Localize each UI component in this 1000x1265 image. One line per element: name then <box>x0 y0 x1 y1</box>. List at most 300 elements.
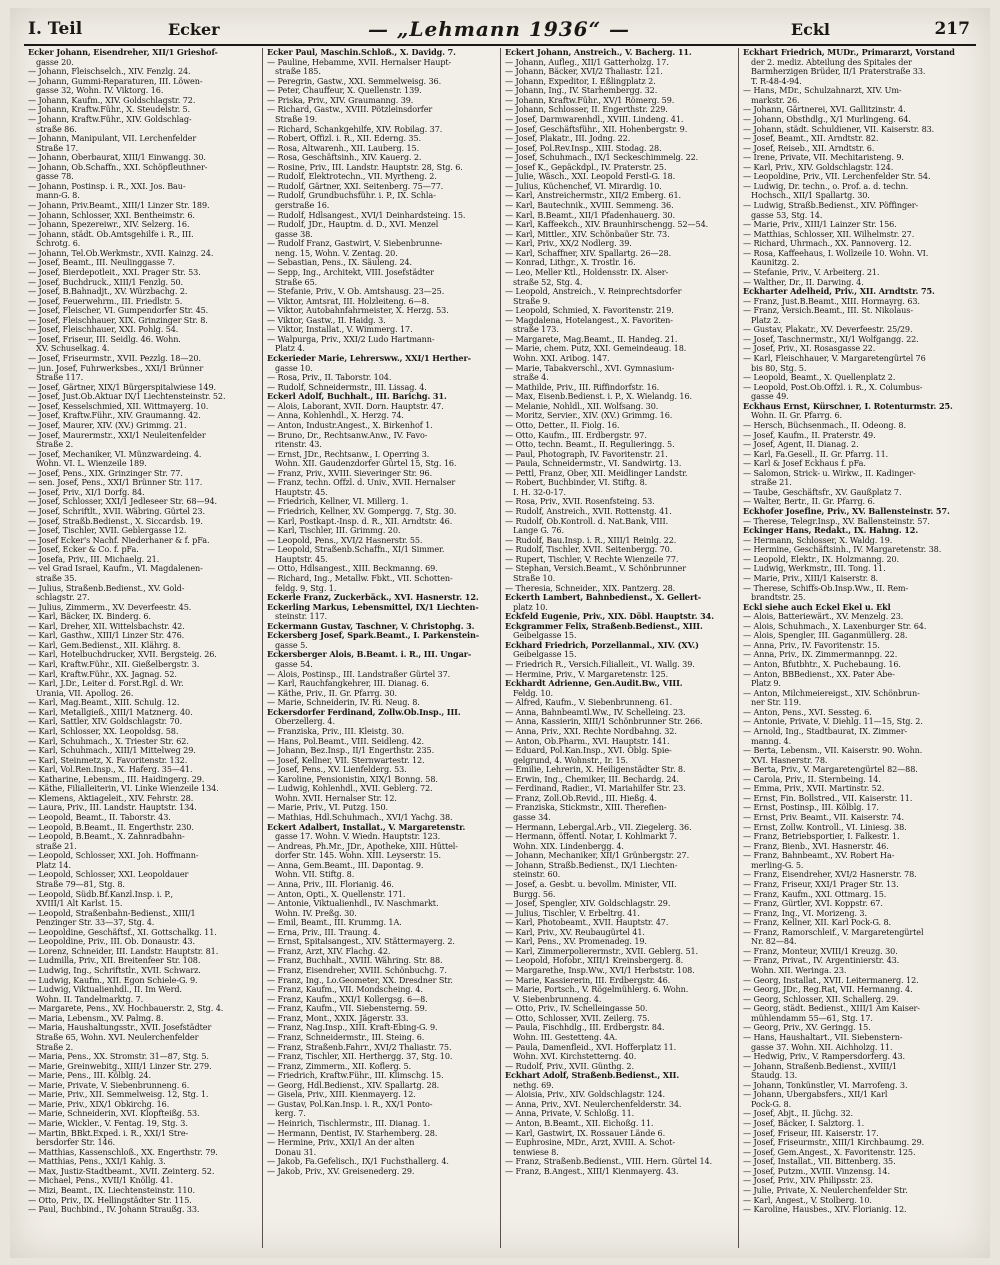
entry-continuation: Lange G. 76. <box>513 526 564 536</box>
directory-entry: — Alois, Postinsp., III. Landstraßer Gürtel 37. <box>267 669 451 679</box>
entry-continuation: Straße 117. <box>36 373 84 383</box>
directory-entry: — Marie, Priv., XIII/1 Lainzer Str. 156. <box>743 220 897 230</box>
directory-entry: — Johann, Kraftw.Führ., XIV. Goldschlag- <box>28 114 192 124</box>
directory-entry: — Josef, Friseur, III. Seidlg. 46. Wohn. <box>28 334 181 344</box>
directory-entry: — Leopold, Beamt., II. Taborstr. 43. <box>28 813 171 822</box>
entry-continuation: straße 173. <box>513 325 559 335</box>
directory-entry: — Ferdinand, Radier., VI. Mariahilfer Str. 23. <box>505 784 686 794</box>
directory-entry: — Johann, Fleischselch., XIV. Fenzlg. 24. <box>28 67 191 77</box>
directory-entry: — Ludwig, Ing., Schriftstlr., XVII. Schwarz. <box>28 966 201 975</box>
directory-entry: — Marie, Tabakverschl., XVI. Gymnasium- <box>505 363 675 373</box>
directory-entry: — Hans, Haushaltart., VII. Siebenstern- <box>743 1032 903 1042</box>
directory-entry: — Josef, Beamt., XII. Arndtstr. 82. <box>743 134 879 144</box>
entry-continuation: Straße 65, Wohn. XVI. Neulerchenfelder <box>36 1032 199 1042</box>
directory-entry: — Marie, Kassiererin, III. Erdbergstr. 46. <box>505 975 671 985</box>
directory-entry: — Anton, Milchmeiereigst., XIV. Schönbrun- <box>743 688 920 698</box>
directory-entry: — Franz, Betriebsportier, I. Falkestr. 1. <box>743 832 900 842</box>
directory-entry: — Anna, Bahnbeamtl.Ww., IV. Schelleing. 23. <box>505 707 686 717</box>
directory-entry: — Ernst, Fin. Bollstred., VII. Kaiserstr. 11. <box>743 793 913 803</box>
directory-entry: — Karl, Angest., V. Stolberg. 10. <box>743 1195 872 1205</box>
entry-continuation: tenwiese 8. <box>513 1147 559 1157</box>
directory-entry: — Leopold, B.Beamt., X. Zahnradbahn- <box>28 832 185 842</box>
directory-entry: — Josef, Reiseb., XII. Arndtstr. 6. <box>743 143 875 153</box>
directory-entry: — Julius, Zimmerm., XV. Deverfeestr. 45. <box>28 602 192 612</box>
directory-entry: — Mathilde, Priv., III. Riffindorfstr. 16. <box>505 382 660 392</box>
entry-continuation: nethg. 69. <box>513 1080 554 1090</box>
directory-entry: — Josef, Fleischer, VI. Gumpendorfer Str. 45. <box>28 306 209 316</box>
directory-entry: — Johann, Bäcker, XVI/2 Thaliastr. 121. <box>505 67 663 77</box>
directory-entry: — Karl, Anstreichermstr., XII/2 Emberg. 61. <box>505 191 681 201</box>
directory-entry: — Julie, Private, X. Neulerchenfelder Str. <box>743 1185 908 1195</box>
directory-entry: — Anna, Priv., IV. Favoritenstr. 15. <box>743 640 880 650</box>
entry-continuation: bis 80, Stg. 5. <box>751 363 807 373</box>
directory-entry: — Karl, Bäcker, IX. Binderg. 6. <box>28 612 151 622</box>
entry-continuation: gelgrund, 4. Wohnstr., Ir. 15. <box>513 755 629 765</box>
directory-entry: — Karl, Tischler, III. Grimmg. 20. <box>267 526 401 536</box>
entry-continuation: Platz 9. <box>751 679 781 689</box>
directory-entry: Eckharter Adelheid, Priv., XII. Arndtstr. 75. <box>743 287 935 297</box>
directory-entry: — Alois, Laborant, XVII. Dorn. Hauptstr. 47. <box>267 401 444 411</box>
directory-entry: — Georg, Hdl.Bedienst., XIV. Spallartg. 28. <box>267 1080 440 1090</box>
entry-continuation: mann-G. 8. <box>36 191 80 201</box>
entry-continuation: bersdorfer Str. 146. <box>36 1138 116 1148</box>
directory-entry: — Paul, Buchbind., IV. Johann Straußg. 33. <box>28 1205 200 1215</box>
page-number: 217 <box>934 19 970 39</box>
directory-entry: — Franz, Kaufm., VII. Siebensterng. 59. <box>267 1004 428 1014</box>
directory-entry: — Robert, Buchbinder, VI. Stiftg. 8. <box>505 478 648 488</box>
directory-entry: — Rudolf Franz, Gastwirt, V. Siebenbrunne- <box>267 239 443 249</box>
directory-entry: — Johann, Kraftw.Führ., X. Steudelstr. 5. <box>28 105 191 115</box>
directory-entry: — Josef, Schuhmach., IX/1 Seckeschimmelg. 22. <box>505 153 699 163</box>
directory-entry: — Josef, Gärtner, XIX/1 Bürgerspitalwiese 149. <box>28 382 216 392</box>
directory-entry: — Jakob, Priv., XV. Greisenederg. 29. <box>267 1166 415 1176</box>
directory-entry: — Gustav, Plakatr., XV. Deverfeestr. 25/29. <box>743 325 913 335</box>
directory-entry: — Johann, Ob.Schaffn., XXI. Schöpfleuthner- <box>28 162 208 172</box>
directory-entry: — Karl, Metallgieß., XIII/1 Matznerg. 40. <box>28 707 193 717</box>
directory-entry: — Franz, Bahnbeamt., XV. Robert Ha- <box>743 851 895 861</box>
directory-entry: — Viktor, Installat., V. Wimmerg. 17. <box>267 325 413 335</box>
entry-continuation: brandtstr. 25. <box>751 593 806 603</box>
directory-entry: — Hermann, Lebergal.Arb., VII. Ziegelerg. 36. <box>505 822 692 832</box>
directory-entry: Ecker Paul, Maschin.Schloß., X. Davidg. 7. <box>267 48 456 57</box>
directory-entry: — Pettl, Franz, Ober, XII. Meidlinger Landstr. <box>505 468 688 478</box>
directory-entry: — Franz, Just.B.Beamt., XIII. Hormayrg. 63. <box>743 296 920 306</box>
directory-entry: — Rosa, Kaffeehaus, I. Wollzeile 10. Wohn. VI. <box>743 248 929 258</box>
entry-continuation: gasse 37. Wohn. XII. Aichholzg. 11. <box>751 1042 893 1052</box>
directory-entry: — Karl, Schlosser, XX. Leopoldsg. 58. <box>28 726 179 736</box>
entry-continuation: Wohn. VI. L. Wienzeile 189. <box>36 459 147 469</box>
directory-entry: — Johann, Kaufm., XIV. Goldschlagstr. 72. <box>28 95 196 105</box>
directory-entry: Eckhart Friedrich, MUDr., Primararzt, Vorstand <box>743 48 955 57</box>
directory-entry: — Johann, Schlosser, XXI. Bentheimstr. 6. <box>28 210 195 220</box>
directory-entry: — Taube, Geschäftsfr., XV. Gaußplatz 7. <box>743 487 902 497</box>
directory-entry: — Therese, Schiffs-Ob.Insp.Ww., II. Rem- <box>743 583 909 593</box>
directory-entry: — Leopold, Hofobr., XIII/1 Kreinsbergerg. 8. <box>505 956 684 966</box>
directory-entry: — Otto, techn. Beamt., II. Regulieringg. 5. <box>505 440 675 450</box>
entry-continuation: gasse 53, Stg. 14. <box>751 210 823 220</box>
directory-entry: — Josef, Pens., XV. Lienfelderg. 53. <box>267 765 407 775</box>
directory-entry: Eckersdorfer Ferdinand, Zollw.Ob.Insp., III. <box>267 707 461 717</box>
directory-entry: — Rosa, Altwarenh., XII. Lauberg. 15. <box>267 143 420 153</box>
directory-entry: — Franz, Zoll.Ob.Revid., III. Hießg. 4. <box>505 793 657 803</box>
directory-entry: — Franziska, Stickmstr., XIII. Therefien- <box>505 803 667 813</box>
directory-entry: — Johann, Kraftw.Führ., XV/1 Römerg. 59. <box>505 95 675 105</box>
directory-entry: — Julius, Straßenb.Bedienst., XV. Gold- <box>28 583 185 593</box>
directory-entry: — Johann, Straßb.Bedienst., IX/1 Liechten- <box>505 860 678 870</box>
directory-entry: — Johann, Übergabsfers., XII/1 Karl <box>743 1090 888 1100</box>
directory-entry: — Josef, Bäcker, I. Salztorg. 1. <box>743 1119 865 1128</box>
entry-continuation: manng. 4. <box>751 736 792 746</box>
directory-entry: — Magdalena, Hotelangest., X. Favoriten- <box>505 315 673 325</box>
directory-entry: — Hans, MDr., Schulzahnarzt, XIV. Um- <box>743 86 902 96</box>
directory-entry: — Marie, chem. Putz, XXI. Gemeindeaug. 18. <box>505 344 687 354</box>
directory-entry: — Franz, Ramorschleif., V. Margaretengürtel <box>743 927 924 937</box>
directory-entry: — Leopold, Post.Ob.Offzl. i. R., X. Columbus- <box>743 382 923 392</box>
directory-entry: — Marie, Schneiderin, IV. Ri. Neug. 8. <box>267 698 420 708</box>
directory-entry: Eckersberger Alois, B.Beamt. i. R., III. Ungar- <box>267 650 472 660</box>
directory-entry: — Karl, Mag.Beamt., XIII. Schulg. 12. <box>28 698 180 708</box>
directory-entry: — Franziska, Priv., III. Kleistg. 30. <box>267 726 404 736</box>
directory-entry: — Josef, Kaufm., II. Praterstr. 49. <box>743 430 876 440</box>
directory-entry: — Margarete, Pens., XV. Hochbauerstr. 2, Stg. 4. <box>28 1004 224 1014</box>
directory-entry: — Ernst, JDr., Rechtsanw., I. Operring 3. <box>267 449 430 459</box>
directory-entry: — Laura, Priv., III. Landstr. Hauptstr. 134. <box>28 803 197 813</box>
directory-entry: — Walpurga, Priv., XXI/2 Ludo Hartmann- <box>267 334 435 344</box>
entry-continuation: Wohn. XII. Weringa. 23. <box>751 966 847 975</box>
directory-entry: — Franz, Zimmerm., XII. Koflerg. 5. <box>267 1061 412 1071</box>
directory-entry: — Hersch, Büchsenmach., II. Odeong. 8. <box>743 420 906 430</box>
entry-continuation: gasse 5. <box>275 640 308 650</box>
directory-entry: — Anton, Bfutbhtr., X. Puchebaung. 16. <box>743 660 901 669</box>
directory-entry: — Ludwig, Dr. techn., o. Prof. a. d. techn. <box>743 181 909 191</box>
directory-entry: — Franz, Straßenb.Bedienst., VIII. Hern. Gürtel 14. <box>505 1157 713 1167</box>
directory-entry: Ecker Johann, Eisendreher, XII/1 Grieshof- <box>28 48 218 57</box>
right-guide-word: Eckl <box>790 19 830 39</box>
directory-entry: — Karl, Mittler., XIV. Schönbaüer Str. 73. <box>505 229 670 239</box>
directory-entry: — Martin, BBkt.Exped. i. R., XXI/1 Stre- <box>28 1128 189 1138</box>
entry-continuation: gasse 32, Wohn. IV. Viktorg. 16. <box>36 86 164 96</box>
directory-entry: — Maria, Haushaltungsstr., XVII. Josefstädter <box>28 1023 212 1033</box>
directory-entry: — Josef, Beamt., III. Neulinggasse 7. <box>28 258 175 268</box>
directory-entry: — Rosa, Priv., II. Taborstr. 104. <box>267 373 392 383</box>
directory-entry: — Robert, Offizl. i. R., XII. Ederng. 35. <box>267 134 421 144</box>
directory-entry: — Aloisia, Priv., XIV. Goldschlagstr. 124. <box>505 1090 665 1100</box>
directory-entry: — Josef, Straßb.Bedienst., X. Siccardsb. 19. <box>28 516 203 526</box>
directory-entry: — Rudolf, Ob.Kontroll. d. Nat.Bank, VIII. <box>505 516 669 526</box>
directory-entry: — Eduard, Pol.Kan.Insp., XVI. Oblg. Spie- <box>505 746 672 756</box>
directory-entry: — Leopoldine, Geschäftsf., XI. Gottschalkg. 11. <box>28 927 217 937</box>
directory-entry: — Rudolf, Priv., XVII. Günthg. 2. <box>505 1061 634 1071</box>
directory-entry: — Leo, Meller Ktl., Holdensstr. IX. Alser- <box>505 267 669 277</box>
entry-continuation: gasse 17. Wohn. V. Wiedn. Hauptstr. 123. <box>275 832 441 842</box>
directory-entry: — Johann, Aufleg., XII/1 Gatterholzg. 17. <box>505 57 669 67</box>
entry-continuation: T. R-48-4-94. <box>751 76 802 86</box>
directory-entry: — Johann, Oberbaurat, XIII/1 Einwangg. 30. <box>28 153 206 163</box>
directory-entry: — Johann, Bez.Insp., II/1 Engerthstr. 235. <box>267 746 435 756</box>
directory-entry: — Johann, Spezereiwr., XIV. Selzerg. 16. <box>28 220 190 230</box>
directory-entry: — Anna, Kassierin, XIII/1 Schönbrunner Str. 266. <box>505 717 703 727</box>
entry-continuation: dorfer Str. 145. Wohn. XIII. Leyserstr. 15. <box>275 851 442 861</box>
directory-entry: — Anton, B.Beamt., XII. Eichoßg. 11. <box>505 1119 654 1128</box>
entry-continuation: gasse 34. <box>513 813 551 822</box>
directory-entry: — Josef K., Gepäckdpl., IV. Praterstr. 25. <box>505 162 667 172</box>
directory-entry: — Rudolf, Elektrotechn., VII. Myrtheng. 2. <box>267 172 437 182</box>
directory-entry: — Euphrosine, MDr., Arzt, XVIII. A. Schot- <box>505 1138 675 1148</box>
directory-entry: — Julie, Wäsch., XXI. Leopold Ferstl-G. 18. <box>505 172 676 182</box>
directory-entry: — Käthe, Filialleiterin, VI. Linke Wienzeile 134. <box>28 784 219 794</box>
entry-continuation: V. Siebenbrunneng. 4. <box>513 994 602 1004</box>
directory-entry: — Josef, Pol.Rev.Insp., XIII. Stodag. 28. <box>505 143 662 153</box>
directory-entry: — Antonie, Private, V. Diehlg. 11—15, Stg. 2. <box>743 717 923 727</box>
directory-entry: — Paula, Schneidermstr., VI. Sandwirtg. 13. <box>505 459 682 469</box>
directory-entry: — Otto, Detter., II. Fiolg. 16. <box>505 420 620 430</box>
directory-entry: — Leopold, Schmied, X. Favoritenstr. 219. <box>505 306 674 316</box>
directory-entry: — Anna, Priv., XXI. Rechte Nordbahng. 32. <box>505 726 677 736</box>
directory-entry: — Friedrich, Kellner, XV. Gompergg. 7, Stg. 30. <box>267 507 457 516</box>
entry-continuation: Hochsch., XII/1 Spallartg. 30. <box>751 191 870 201</box>
entry-continuation: straße 86. <box>36 124 77 134</box>
entry-continuation: Straße 10. <box>513 573 556 583</box>
directory-entry: — Anna, Priv., XVI. Neulerchenfelderstr. 34. <box>505 1099 682 1109</box>
directory-entry: — Josefa, Priv., III. Michaelg. 21. <box>28 554 160 564</box>
directory-entry: — Josef, Buchdruck., XIII/1 Fenzlg. 50. <box>28 277 184 287</box>
directory-entry: — Carola, Priv., II. Sternbeing. 14. <box>743 774 881 784</box>
column-4 <box>738 48 976 1248</box>
entry-continuation: straße 4. <box>513 373 549 383</box>
directory-entry: — Josef, Friseurmstr., XVII. Pezzlg. 18—20. <box>28 354 201 363</box>
entry-continuation: Platz 4. <box>275 344 305 354</box>
directory-entry: — Georg, Schlosser, XII. Schallerg. 29. <box>743 994 899 1004</box>
directory-entry: — Johann, Priv.Beamt., XIII/1 Linzer Str. 189. <box>28 201 210 210</box>
directory-entry: — Rudolf, Tischler, XVII. Seitenbergg. 70. <box>505 545 673 555</box>
directory-entry: — Erna, Priv., III. Traung. 4. <box>267 927 381 937</box>
directory-entry: — Johann, städt. Schuldiener, VII. Kaiserstr. 83. <box>743 124 935 134</box>
directory-entry: — Marie, Portsch., V. Rögelmühlerg. 6. Wohn. <box>505 985 689 995</box>
directory-entry: — Ludwig, Werkmstr., III. Tong. 11. <box>743 564 886 574</box>
directory-entry: — Josef, Agent, II. Dianag. 2. <box>743 440 859 450</box>
directory-entry: Eckhard Friedrich, Porzellanmal., XIV. (XV.) <box>505 640 699 650</box>
directory-entry: — Max, Eisenb.Bedienst. i. P., X. Wielandg. 16. <box>505 392 692 402</box>
directory-entry: — Karl, Sattler, XIV. Goldschlagstr. 70. <box>28 717 183 727</box>
directory-entry: — Marie, Schneiderin, XVI. Klopfteißg. 53. <box>28 1109 200 1119</box>
column-1 <box>24 48 262 1248</box>
directory-entry: — Katharine, Lebensm., III. Haidingerg. 29. <box>28 774 205 784</box>
directory-entry: — Franz, Versich.Beamt., III. St. Nikolaus- <box>743 306 913 316</box>
entry-continuation: XVIII/1 Alt Karlst. 15. <box>36 899 123 909</box>
directory-entry: — Josef, Pens., XIX. Grinzinger Str. 77. <box>28 468 183 478</box>
directory-entry: — Johann, Straßenb.Bedienst., XVIII/1 <box>743 1061 898 1071</box>
directory-entry: — Karl, Pens., XV. Promenadeg. 19. <box>505 937 647 947</box>
directory-entry: — Anton, Pens., XVI. Sessteg. 6. <box>743 707 872 717</box>
directory-entry: — Franz, Gürtler, XVI. Koppstr. 67. <box>743 899 883 909</box>
directory-entry: — Karl, Priv., XIV. Goldschlagstr. 124. <box>743 162 894 172</box>
entry-continuation: mühlendamm 55—61, Stg. 17. <box>751 1013 873 1023</box>
directory-entry: — Michael, Pens., XVII/1 Knöllg. 41. <box>28 1176 173 1186</box>
directory-entry: Eckerling Markus, Lebensmittel, IX/1 Liechten- <box>267 602 479 612</box>
entry-continuation: gerstraße 16. <box>275 201 330 210</box>
directory-entry: — Mathias, Hdl.Schuhmach., XVI/1 Yachg. 38. <box>267 813 453 822</box>
directory-entry: — Karl, Schaffner, XIV. Spallartg. 26—28. <box>505 248 672 258</box>
entry-continuation: straße 21. <box>36 841 77 851</box>
entry-continuation: Wohn. II. Gr. Pfarrg. 6. <box>751 411 842 421</box>
directory-entry: — Stephan, Versich.Beamt., V. Schönbrunner <box>505 564 686 574</box>
entry-continuation: straße 21. <box>751 478 792 488</box>
directory-entry: — Josef, Tischler, XVII. Geblergasse 12. <box>28 526 187 536</box>
directory-entry: — Karl, Rauchfangkehrer, III. Dianag. 6. <box>267 679 429 689</box>
directory-entry: — Walter, Bertr., II. Gr. Pfarrg. 6. <box>743 497 876 507</box>
entry-continuation: Donau 31. <box>275 1147 317 1157</box>
directory-entry: — Anna, Gem.Beamt., III. Dapontag. 9. <box>267 860 424 870</box>
entry-continuation: Penzinger Str. 33—37, Stg. 4. <box>36 918 155 928</box>
directory-entry: — Josef, Plakatr., III. Jodng. 22. <box>505 134 631 144</box>
entry-continuation: Hauptstr. 45. <box>275 487 328 497</box>
directory-entry: — Marie, Pens., III. Kölblg. 24. <box>28 1071 151 1081</box>
directory-entry: — Josef, Priv., XIV. Philipsstr. 23. <box>743 1176 873 1186</box>
directory-entry: — Karl, Kraftw.Führ., XII. Gießelbergstr. 3. <box>28 660 200 669</box>
directory-entry: — Margarete, Mag.Beamt., II. Handeg. 21. <box>505 334 678 344</box>
directory-entry: — Peter, Chauffeur, X. Quellenstr. 139. <box>267 86 422 96</box>
directory-entry: — Rosa, Priv., XVII. Rosenfsteing. 53. <box>505 497 655 507</box>
directory-entry: — Marie, Priv., XIX/1 Obkirchg. 16. <box>28 1099 170 1109</box>
directory-entry: — Leopold, Straßenbahn-Bedienst., XIII/1 <box>28 908 196 918</box>
directory-entry: — Gustav, Pol.Kan.Insp. i. R., XX/1 Ponto- <box>267 1099 433 1109</box>
directory-entry: — Ludwig, Viktualienhdl., II. Im Werd. <box>28 985 182 995</box>
directory-entry: — Leopoldine, Priv., VII. Lerchenfelder Str. 54. <box>743 172 931 182</box>
directory-entry: — Matthias, Schlosser, XII. Wilhelmstr. 27. <box>743 229 915 239</box>
directory-entry: — Paul, Photograph, IV. Favoritenstr. 21. <box>505 449 668 459</box>
entry-continuation: Wohn. XVI. Kirchstetterng. 40. <box>513 1052 637 1062</box>
entry-continuation: Platz 14. <box>36 860 71 870</box>
directory-entry: Eckert Adalbert, Installat., V. Margaretenstr. <box>267 822 466 832</box>
directory-entry: — Hermann, öffentl. Notar, I. Kohlmarkt 7. <box>505 832 677 842</box>
directory-entry: — Karl, Postkapt.-Insp. d. R., XII. Arndtstr. 46. <box>267 516 453 526</box>
directory-entry: — Marie, Wickler., V. Fentag. 19, Stg. 3. <box>28 1119 188 1128</box>
directory-entry: Eckgrammer Felix, Straßenb.Bedienst., XIII. <box>505 621 703 631</box>
directory-entry: — Rudolf, Hdlsangest., XVI/1 Deinhardsteing. 15. <box>267 210 466 220</box>
directory-entry: — Josef, Spengler, XIV. Goldschlagstr. 29. <box>505 899 671 909</box>
directory-entry: — Josef, Fleischhauer, XXI. Pohlg. 54. <box>28 325 179 335</box>
entry-continuation: Straße 2. <box>36 440 74 450</box>
directory-entry: — Johann, Manipulant, VII. Lerchenfelder <box>28 134 197 144</box>
directory-entry: — Hermine, Geschäftsinh., IV. Margaretenstr. 38. <box>743 545 942 555</box>
directory-entry: Eckermann Gustav, Taschner, V. Christophg. 3. <box>267 621 475 631</box>
header-rule <box>24 44 976 46</box>
directory-entry: — Otto, Hdlsangest., XIII. Beckmanng. 69. <box>267 564 438 574</box>
page-header <box>28 16 970 42</box>
directory-entry: — Richard, Uhrmach., XX. Pannoverg. 12. <box>743 239 912 249</box>
directory-entry: — Julius, Küchenchef, VI. Mirardig. 10. <box>505 181 662 191</box>
entry-continuation: XVI. Hasnerstr. 78. <box>751 755 828 765</box>
directory-entry: — Johann, Obsthdlg., X/1 Murlingeng. 64. <box>743 114 911 124</box>
directory-entry: — Josef, Maurermstr., XXI/1 Neuleitenfelder <box>28 430 206 440</box>
entry-continuation: Feldg. 10. <box>513 688 553 698</box>
directory-entry: Eckinger Hans, Redakt., IX. Hahng. 12. <box>743 526 919 536</box>
entry-continuation: Oberzellerg. 4. <box>275 717 335 727</box>
running-title: — „Lehmann 1936“ — <box>367 17 631 41</box>
directory-entry: Eckert Johann, Anstreich., V. Bacherg. 11. <box>505 48 692 57</box>
directory-entry: — jun. Josef, Fuhrwerksbes., XXI/1 Brünner <box>28 363 204 373</box>
entry-continuation: merling-G. 5. <box>751 860 804 870</box>
directory-entry: — Josef, Friseur, III. Kaiserstr. 17. <box>743 1128 879 1138</box>
directory-entry: — Andreas, Ph.Mr., JDr., Apotheke, XIII. Hüttel- <box>267 841 458 851</box>
directory-entry: — Josef, Schriftlt., XVII. Wäbring. Gürtel 23. <box>28 507 205 516</box>
left-guide-word: Ecker <box>167 19 220 39</box>
directory-entry: — Josef, Priv., XI/1 Dorfg. 84. <box>28 487 145 497</box>
entry-continuation: gasse 20. <box>36 57 74 67</box>
directory-entry: — Priska, Priv., XIV. Graumanng. 39. <box>267 95 414 105</box>
entry-continuation: I. H. 32-0-17. <box>513 487 566 497</box>
directory-entry: — Karl, Kraftw.Führ., XX. Jagnag. 52. <box>28 669 177 679</box>
directory-entry: — Johann, Schlosser, II. Engerthstr. 229. <box>505 105 668 115</box>
directory-entry: — Anna, Kohlenhdl., X. Herzg. 74. <box>267 411 404 421</box>
directory-entry: — Maria, Pens., XX. Stromstr. 31—87, Stg. 5. <box>28 1052 209 1062</box>
directory-entry: — Josef, Fleischhauer, XIX. Grinzinger Str. 8. <box>28 315 208 325</box>
directory-entry: — Josef, Maurer, XIV. (XV.) Grimmg. 21. <box>28 420 187 430</box>
entry-continuation: Pock-G. 8. <box>751 1099 792 1109</box>
entry-continuation: Wohn. XVII. Hernalser Str. 12. <box>275 793 397 803</box>
directory-entry: — Josef, Priv., XI. Rosasgasse 22. <box>743 344 876 354</box>
directory-entry: — Johann, Gummi-Reparaturen, III. Löwen- <box>28 76 203 86</box>
directory-entry: — Lorenz, Schneider, III. Landstr. Hauptstr. 81. <box>28 946 219 956</box>
directory-entry: — Hermine, Priv., V. Margaretenstr. 125. <box>505 669 669 679</box>
directory-entry: Eckhofer Josefine, Priv., XV. Ballensteinstr. 57. <box>743 507 950 516</box>
directory-entry: — sen. Josef, Pens., XXI/1 Brünner Str. 117. <box>28 478 203 488</box>
directory-entry: — Anton, Ob.Pharm., XVI. Hauptstr. 141. <box>505 736 670 746</box>
directory-entry: — Gisela, Priv., XIII. Kienmayerg. 12. <box>267 1090 416 1100</box>
directory-entry: — Viktor, Amtsrat, III. Holzleiteng. 6—8. <box>267 296 430 306</box>
entry-continuation: Straße 65. <box>275 277 318 287</box>
directory-entry: — Karl, Gem.Bedienst., XII. Klährg. 8. <box>28 640 181 650</box>
directory-entry: — Maria, Lebensm., XV. Palmg. 8. <box>28 1013 164 1023</box>
directory-entry: — Ludwig, Straßb.Bedienst., XIV. Pöffinger- <box>743 201 919 210</box>
directory-entry: — Rudolf, Bau.Insp. i. R., XIII/1 Reinlg. 22. <box>505 535 677 545</box>
entry-continuation: schlagstr. 27. <box>36 593 90 603</box>
entry-continuation: Wohn. XXI. Aribog. 147. <box>513 354 610 363</box>
directory-entry: — Josef, a. Gesbt. u. bevollm. Minister, VII. <box>505 879 677 889</box>
entry-continuation: Straße 9. <box>513 296 551 306</box>
directory-entry: — Karoline, Hausbes., XIV. Florianig. 12. <box>743 1205 907 1215</box>
directory-entry: — Franz, Bienb., XVI. Hasnerstr. 46. <box>743 841 889 851</box>
directory-entry: — Margarethe, Insp.Ww., XVI/1 Herbststr. 108. <box>505 966 695 975</box>
directory-entry: — Josef, Kellner, VII. Sternwartestr. 12. <box>267 755 425 765</box>
directory-entry: — Johann, Mechaniker, XII/1 Grünbergstr. 27. <box>505 851 690 861</box>
directory-entry: — Matthias, Pens., XXI/1 Kahlg. 3. <box>28 1157 166 1167</box>
directory-entry: — Ludwig, Kohlenhdl., XVII. Geblerg. 72. <box>267 784 433 794</box>
directory-entry: — Josef, Ecker & Co. f. pFa. <box>28 545 139 555</box>
directory-entry: — Rudolf, Anstreich., XVII. Rottenstg. 41. <box>505 507 672 516</box>
directory-entry: — Karl, Steinmetz, X. Favoritenstr. 132. <box>28 755 188 765</box>
directory-entry: — Pauline, Hebamme, XVII. Hernalser Haupt- <box>267 57 452 67</box>
entry-continuation: markstr. 26. <box>751 95 800 105</box>
entry-continuation: Wohn. VII. Stiftg. 8. <box>275 870 355 880</box>
directory-entry: — Peregrin, Gastw., XXI. Semmelweisg. 36. <box>267 76 442 86</box>
directory-entry: — Karl, Priv., XX/2 Nodlerg. 39. <box>505 239 632 249</box>
directory-entry: — Ernst, Spitalsangest., XIV. Stättermayerg. 2. <box>267 937 455 947</box>
directory-entry: — Anton, BBBedienst., XX. Pater Abe- <box>743 669 895 679</box>
directory-entry: — Erwin, Ing., Chemiker, III. Bechardg. 24. <box>505 774 679 784</box>
entry-continuation: Urania, VII. Apollog. 26. <box>36 688 134 698</box>
directory-entry: — Franz, Straßenb.Fahrr., XVI/2 Thaliastr. 75. <box>267 1042 452 1052</box>
directory-entry: — Anna, Private, V. Schloßg. 11. <box>505 1109 635 1119</box>
directory-entry: — Franz, Kaufm., XXI. Ottmarg. 15. <box>743 889 887 899</box>
directory-entry: — Rudolf, JDr., Hauptm. d. D., XVI. Menzel <box>267 220 439 230</box>
entry-continuation: Schrotg. 6. <box>36 239 81 249</box>
entry-continuation: Wohn. IV. Preßg. 30. <box>275 908 357 918</box>
directory-entry: — Karl, Fleischhauer, V. Margaretengürtel 76 <box>743 354 926 363</box>
directory-entry: — Irene, Private, VII. Mechitaristeng. 9. <box>743 153 904 163</box>
directory-entry: — Anton, Opti., X. Quellenstr. 171. <box>267 889 406 899</box>
directory-entry: — Emilie, Lehrerin, X. Heiligenstädter Str. 8. <box>505 765 686 775</box>
